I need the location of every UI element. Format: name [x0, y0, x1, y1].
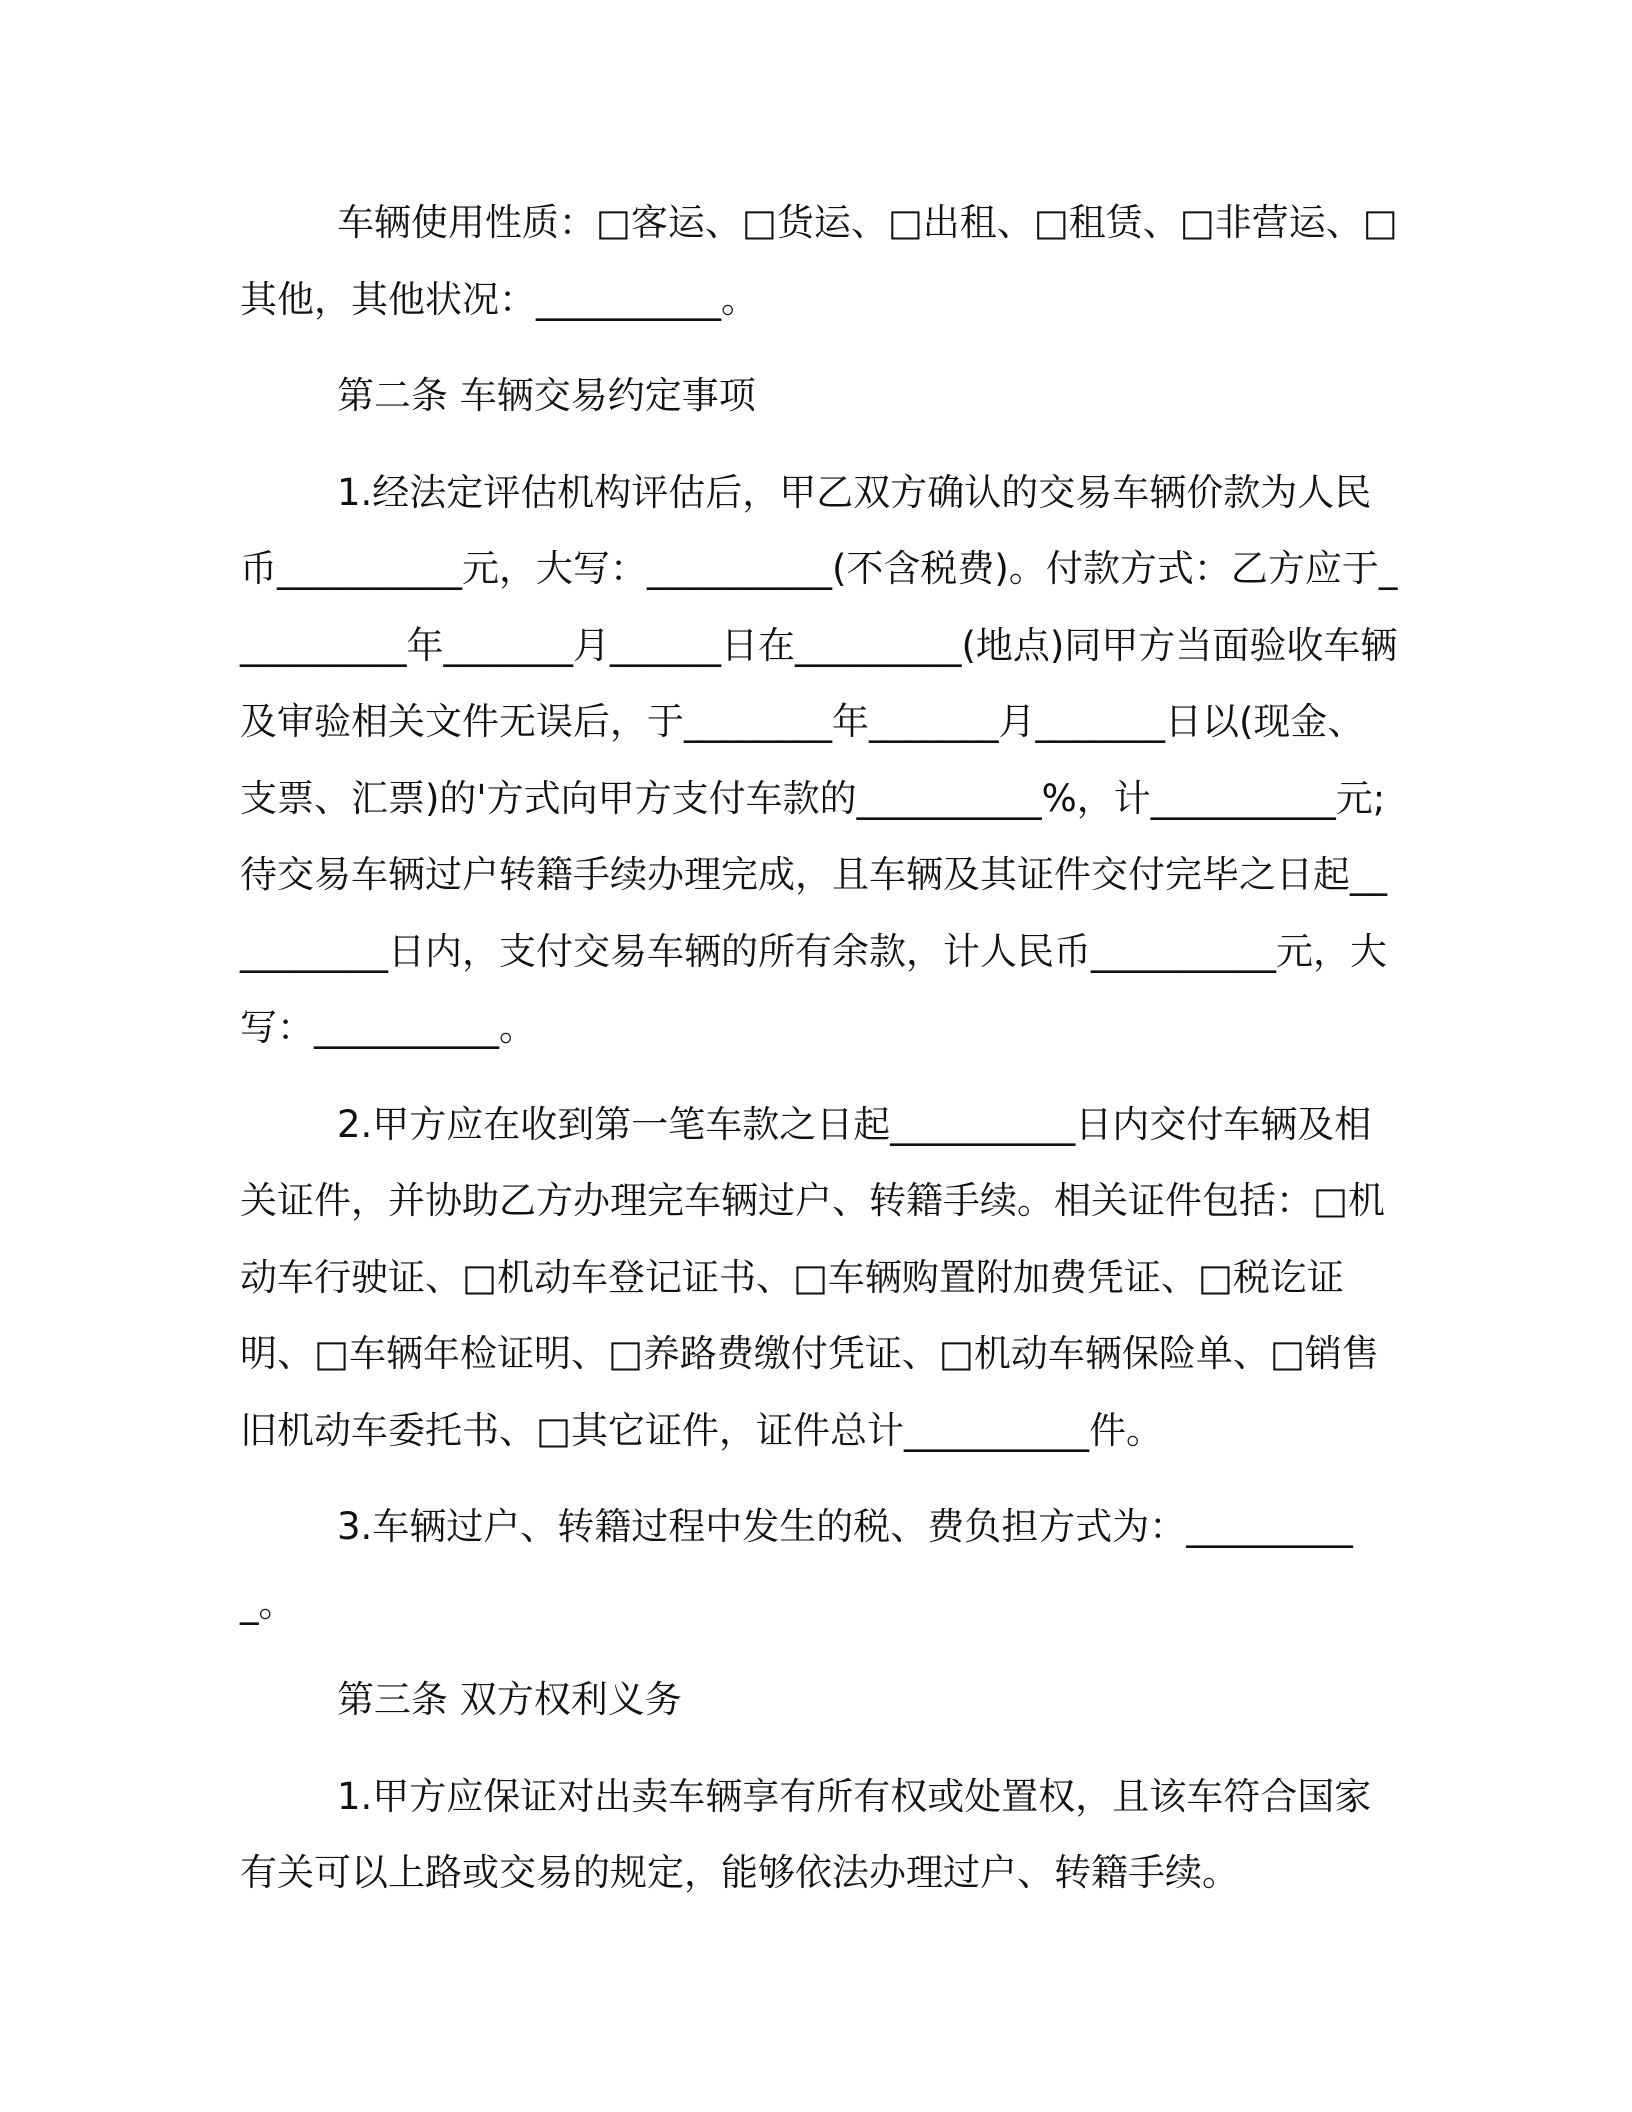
paragraph-delivery-documents: 2.甲方应在收到第一笔车款之日起__________日内交付车辆及相关证件，并协助乙方办理完车辆过户、转籍手续。相关证件包括：□机动车行驶证、□机动车登记证书、□车辆购置附加费凭证、□税讫证明、□车辆年检证明、□养路费缴付凭证、□机动车辆保险单、□销售旧机动车委托书、□其它证件，证件总计__________件。: [240, 1102, 1385, 1452]
paragraph-seller-ownership: 1.甲方应保证对出卖车辆享有所有权或处置权，且该车符合国家有关可以上路或交易的规定，能够依法办理过户、转籍手续。: [240, 1774, 1372, 1894]
paragraph-vehicle-usage: 车辆使用性质：□客运、□货运、□出租、□租赁、□非营运、□其他，其他状况：__________。: [240, 201, 1398, 321]
paragraph-payment-terms: 1.经法定评估机构评估后，甲乙双方确认的交易车辆价款为人民币__________元，大写：__________(不含税费)。付款方式：乙方应于__________年_______月______日在_________(地点)同甲方当面验收车辆及审验相关文件无误后，于________年_______月_______日以(现金、支票、汇票)的'方式向甲方支付车款的__________%，计__________元;待交易车辆过户转籍手续办理完成，且车辆及其证件交付完毕之日起__________日内，支付交易车辆的所有余款，计人民币__________元，大写：__________。: [240, 470, 1398, 1049]
section-heading-article-3: 第三条 双方权利义务: [336, 1678, 682, 1721]
section-heading-article-2: 第二条 车辆交易约定事项: [336, 374, 756, 417]
contract-body: [240, 185, 1400, 1912]
paragraph-tax-fees: 3.车辆过户、转籍过程中发生的税、费负担方式为：__________。: [240, 1505, 1353, 1625]
